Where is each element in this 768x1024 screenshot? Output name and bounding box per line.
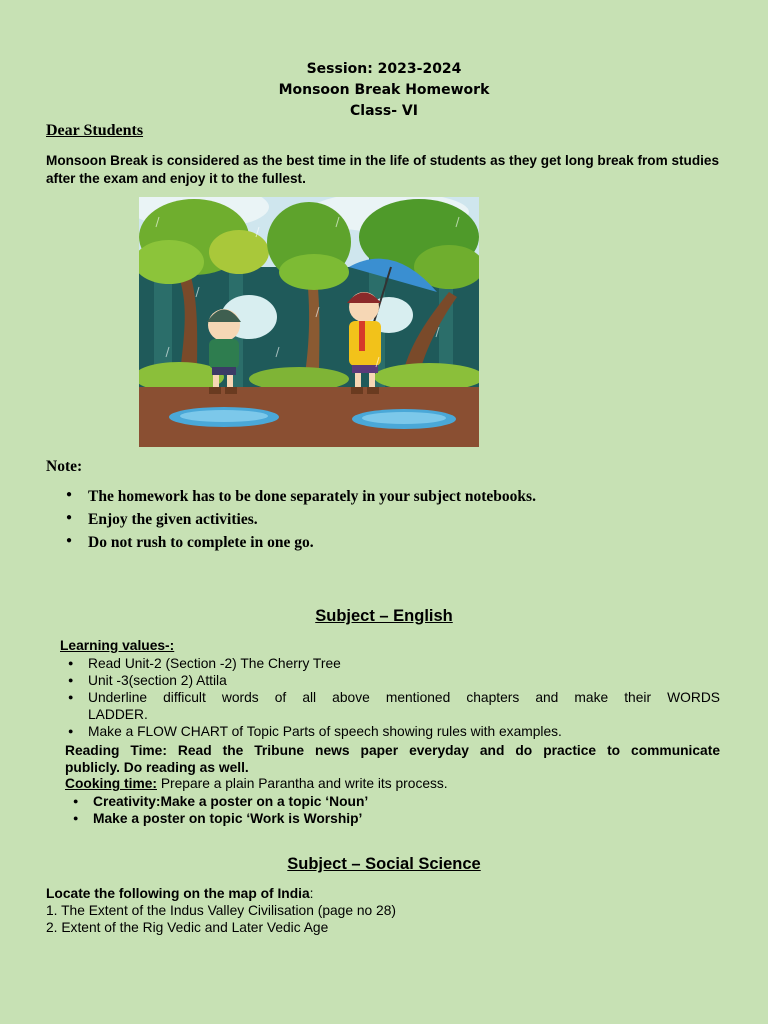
reading-time-line-2: publicly. Do reading as well. bbox=[65, 760, 249, 775]
session-line: Session: 2023-2024 bbox=[306, 61, 462, 77]
list-item: ● Make a FLOW CHART of Topic Parts of speech showing rules with examples. bbox=[60, 723, 720, 740]
homework-title: Monsoon Break Homework bbox=[278, 82, 490, 98]
locate-item: 1. The Extent of the Indus Valley Civilisation (page no 28) bbox=[46, 903, 396, 918]
list-item-continuation: LADDER. bbox=[88, 707, 148, 722]
social-science-heading: Subject – Social Science bbox=[287, 855, 481, 873]
note-list bbox=[66, 488, 536, 557]
list-item: ● Make a poster on topic ‘Work is Worship’ bbox=[65, 810, 368, 827]
note-heading: Note: bbox=[46, 458, 83, 475]
list-item: ● Unit -3(section 2) Attila bbox=[60, 672, 720, 689]
note-item: ● Enjoy the given activities. bbox=[66, 511, 536, 534]
locate-colon: : bbox=[309, 886, 314, 901]
class-line: Class- VI bbox=[350, 103, 418, 119]
english-heading: Subject – English bbox=[315, 607, 453, 625]
monsoon-illustration bbox=[139, 197, 479, 447]
learning-values-list bbox=[60, 655, 720, 740]
locate-instruction bbox=[46, 885, 314, 902]
intro-paragraph: Monsoon Break is considered as the best time in the life of students as they get long break from studies after the exam and enjoy it to the fullest. bbox=[46, 153, 720, 186]
learning-values-label: Learning values-: bbox=[60, 638, 175, 653]
cooking-time bbox=[65, 776, 448, 791]
cooking-time-text: Prepare a plain Parantha and write its process. bbox=[156, 776, 448, 791]
cooking-time-label: Cooking time: bbox=[65, 776, 157, 791]
locate-label: Locate the following on the map of India bbox=[46, 886, 310, 901]
locate-item: 2. Extent of the Rig Vedic and Later Vedic Age bbox=[46, 920, 329, 935]
note-item: ● Do not rush to complete in one go. bbox=[66, 534, 536, 557]
reading-time-line-1: Reading Time: Read the Tribune news paper everyday and do practice to communicate bbox=[65, 743, 720, 758]
list-item: ● Underline difficult words of all above mentioned chapters and make their WORDS bbox=[60, 689, 720, 706]
note-item: ● The homework has to be done separately in your subject notebooks. bbox=[66, 488, 536, 511]
list-item: ● Read Unit-2 (Section -2) The Cherry Tree bbox=[60, 655, 720, 672]
creativity-list bbox=[65, 793, 368, 827]
list-item: ● Creativity:Make a poster on a topic ‘Noun’ bbox=[65, 793, 368, 810]
greeting: Dear Students bbox=[46, 122, 144, 139]
